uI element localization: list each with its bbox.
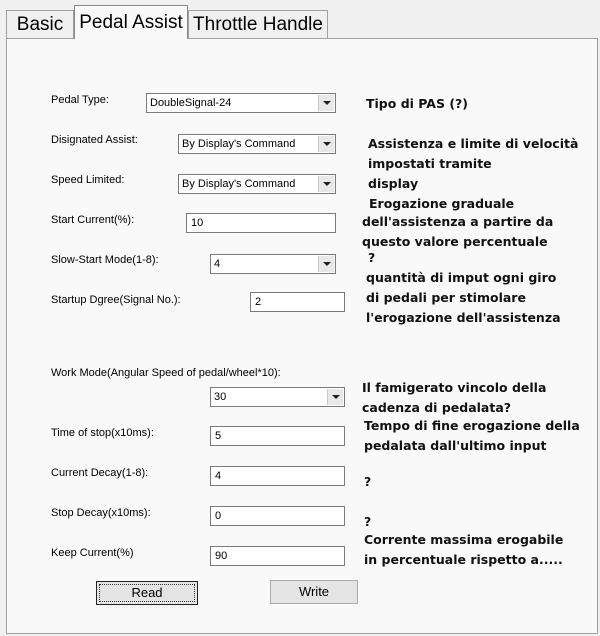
startup-degree-label: Startup Dgree(Signal No.): — [51, 294, 181, 306]
chevron-down-icon[interactable] — [318, 95, 334, 111]
speed-limited-select[interactable] — [178, 174, 336, 194]
chevron-down-icon[interactable] — [327, 389, 343, 405]
speed-limited-label: Speed Limited: — [51, 174, 125, 186]
chevron-down-icon[interactable] — [318, 256, 334, 272]
note-pas-type: Tipo di PAS (?) — [366, 96, 469, 111]
pedal-type-select[interactable] — [146, 93, 336, 113]
read-button[interactable]: Read — [96, 581, 198, 605]
stop-decay-label: Stop Decay(x10ms): — [51, 507, 151, 519]
chevron-down-icon[interactable] — [318, 136, 334, 152]
note-time-of-stop: Tempo di fine erogazione della pedalata dall'ultimo input — [364, 418, 580, 453]
tab-pedal-assist[interactable]: Pedal Assist — [74, 5, 188, 39]
note-cadence: Il famigerato vincolo della cadenza di pedalata? — [362, 380, 547, 415]
tab-throttle-handle[interactable]: Throttle Handle — [188, 10, 328, 38]
note-keep-current: Corrente massima erogabile in percentuale rispetto a..... — [364, 532, 564, 567]
startup-degree-input[interactable]: 2 — [250, 292, 345, 312]
current-decay-input[interactable]: 4 — [210, 466, 345, 486]
pedal-type-label: Pedal Type: — [51, 94, 109, 106]
time-of-stop-label: Time of stop(x10ms): — [51, 427, 154, 439]
designated-assist-label: Disignated Assist: — [51, 134, 138, 146]
stop-decay-input[interactable]: 0 — [210, 506, 345, 526]
note-question-slow-start: ? — [368, 250, 376, 265]
designated-assist-value: By Display's Command — [182, 138, 296, 150]
note-assist-speed: Assistenza e limite di velocità impostati tramite display — [368, 136, 579, 191]
note-question-stop-decay: ? — [364, 514, 372, 529]
keep-current-label: Keep Current(%) — [51, 547, 134, 559]
chevron-down-icon[interactable] — [318, 176, 334, 192]
pedal-type-value: DoubleSignal-24 — [150, 97, 232, 109]
slow-start-mode-select[interactable] — [210, 254, 336, 274]
start-current-label: Start Current(%): — [51, 214, 135, 226]
designated-assist-select[interactable] — [178, 134, 336, 154]
note-question-current-decay: ? — [364, 474, 372, 489]
slow-start-mode-value: 4 — [214, 258, 221, 270]
speed-limited-value: By Display's Command — [182, 178, 296, 190]
current-decay-label: Current Decay(1-8): — [51, 467, 149, 479]
keep-current-input[interactable]: 90 — [210, 546, 345, 566]
work-mode-select[interactable] — [210, 387, 345, 407]
note-gradual-title: Erogazione graduale — [369, 196, 515, 211]
note-gradual-desc: dell'assistenza a partire da questo valore percentuale — [362, 214, 554, 249]
start-current-input[interactable]: 10 — [186, 213, 336, 233]
slow-start-mode-label: Slow-Start Mode(1-8): — [51, 254, 159, 266]
time-of-stop-input[interactable]: 5 — [210, 426, 345, 446]
write-button[interactable]: Write — [270, 580, 358, 604]
work-mode-label: Work Mode(Angular Speed of pedal/wheel*10): — [51, 367, 281, 379]
work-mode-value: 30 — [214, 391, 227, 403]
tab-basic[interactable]: Basic — [6, 10, 74, 38]
note-startup-degree: quantità di imput ogni giro di pedali per stimolare l'erogazione dell'assistenza — [366, 270, 561, 325]
